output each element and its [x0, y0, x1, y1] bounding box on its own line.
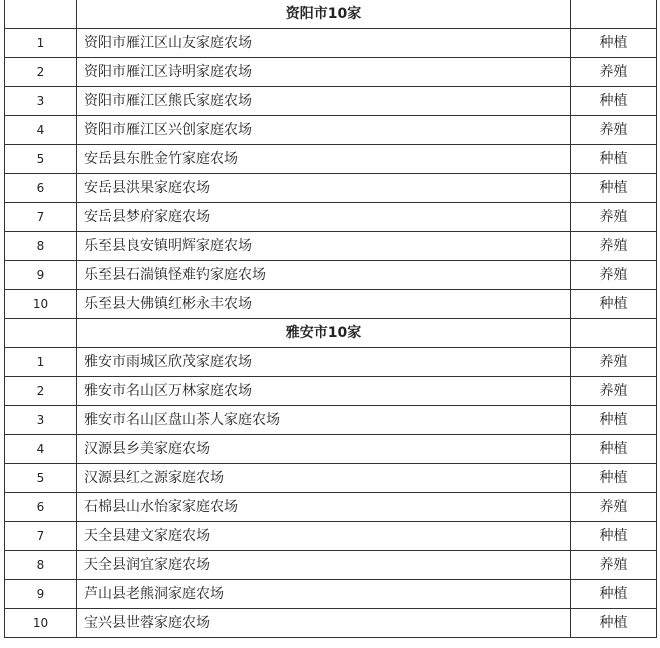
- section-header-row: [5, 319, 657, 348]
- farm-type: 养殖: [571, 551, 657, 580]
- table-row: [5, 522, 657, 551]
- row-number: 8: [5, 551, 77, 580]
- row-number: 5: [5, 464, 77, 493]
- row-number: 9: [5, 261, 77, 290]
- farm-name: 芦山县老熊洞家庭农场: [77, 580, 571, 609]
- table-row: [5, 493, 657, 522]
- section-header-spacer: [5, 319, 77, 348]
- row-number: 6: [5, 493, 77, 522]
- section-title: 资阳市10家: [77, 0, 571, 29]
- section-header-spacer: [571, 319, 657, 348]
- row-number: 1: [5, 29, 77, 58]
- table-row: [5, 377, 657, 406]
- farm-type: 种植: [571, 406, 657, 435]
- farm-name: 石棉县山水怡家家庭农场: [77, 493, 571, 522]
- farm-name: 天全县润宜家庭农场: [77, 551, 571, 580]
- farm-name: 汉源县红之源家庭农场: [77, 464, 571, 493]
- farm-name: 乐至县大佛镇红彬永丰农场: [77, 290, 571, 319]
- section-header-spacer: [571, 0, 657, 29]
- row-number: 1: [5, 348, 77, 377]
- farm-type: 养殖: [571, 493, 657, 522]
- row-number: 8: [5, 232, 77, 261]
- farm-type: 养殖: [571, 232, 657, 261]
- table-row: [5, 580, 657, 609]
- farm-type: 种植: [571, 174, 657, 203]
- table-row: [5, 232, 657, 261]
- farm-name: 雅安市雨城区欣茂家庭农场: [77, 348, 571, 377]
- farm-name: 安岳县洪果家庭农场: [77, 174, 571, 203]
- row-number: 6: [5, 174, 77, 203]
- farm-name: 资阳市雁江区山友家庭农场: [77, 29, 571, 58]
- row-number: 2: [5, 58, 77, 87]
- table-row: [5, 58, 657, 87]
- table-row: [5, 290, 657, 319]
- table-row: [5, 145, 657, 174]
- table-row: [5, 261, 657, 290]
- farm-name: 乐至县良安镇明辉家庭农场: [77, 232, 571, 261]
- table-row: [5, 203, 657, 232]
- farm-type: 养殖: [571, 348, 657, 377]
- farm-type: 种植: [571, 609, 657, 638]
- farm-name: 资阳市雁江区熊氏家庭农场: [77, 87, 571, 116]
- table-row: [5, 406, 657, 435]
- row-number: 9: [5, 580, 77, 609]
- row-number: 4: [5, 116, 77, 145]
- farm-type: 养殖: [571, 116, 657, 145]
- farm-list-table: [4, 0, 657, 638]
- table-row: [5, 609, 657, 638]
- row-number: 4: [5, 435, 77, 464]
- farm-name: 雅安市名山区盘山茶人家庭农场: [77, 406, 571, 435]
- row-number: 10: [5, 609, 77, 638]
- table-row: [5, 87, 657, 116]
- farm-name: 汉源县乡美家庭农场: [77, 435, 571, 464]
- row-number: 3: [5, 406, 77, 435]
- farm-name: 天全县建文家庭农场: [77, 522, 571, 551]
- farm-type: 种植: [571, 87, 657, 116]
- farm-type: 种植: [571, 464, 657, 493]
- section-header-spacer: [5, 0, 77, 29]
- farm-type: 养殖: [571, 203, 657, 232]
- farm-type: 养殖: [571, 58, 657, 87]
- table-row: [5, 348, 657, 377]
- section-title: 雅安市10家: [77, 319, 571, 348]
- row-number: 3: [5, 87, 77, 116]
- farm-type: 种植: [571, 29, 657, 58]
- farm-type: 种植: [571, 290, 657, 319]
- table-row: [5, 464, 657, 493]
- farm-name: 资阳市雁江区诗明家庭农场: [77, 58, 571, 87]
- farm-name: 乐至县石湍镇怪难钓家庭农场: [77, 261, 571, 290]
- row-number: 7: [5, 203, 77, 232]
- farm-type: 种植: [571, 145, 657, 174]
- row-number: 10: [5, 290, 77, 319]
- farm-list-body: [5, 0, 657, 638]
- table-row: [5, 551, 657, 580]
- farm-name: 安岳县东胜金竹家庭农场: [77, 145, 571, 174]
- farm-type: 养殖: [571, 261, 657, 290]
- row-number: 2: [5, 377, 77, 406]
- farm-type: 养殖: [571, 377, 657, 406]
- farm-type: 种植: [571, 522, 657, 551]
- table-row: [5, 29, 657, 58]
- row-number: 7: [5, 522, 77, 551]
- farm-name: 雅安市名山区万林家庭农场: [77, 377, 571, 406]
- row-number: 5: [5, 145, 77, 174]
- farm-name: 资阳市雁江区兴创家庭农场: [77, 116, 571, 145]
- table-row: [5, 116, 657, 145]
- section-header-row: [5, 0, 657, 29]
- farm-type: 种植: [571, 580, 657, 609]
- farm-type: 种植: [571, 435, 657, 464]
- farm-name: 宝兴县世蓉家庭农场: [77, 609, 571, 638]
- table-row: [5, 174, 657, 203]
- farm-name: 安岳县梦府家庭农场: [77, 203, 571, 232]
- table-row: [5, 435, 657, 464]
